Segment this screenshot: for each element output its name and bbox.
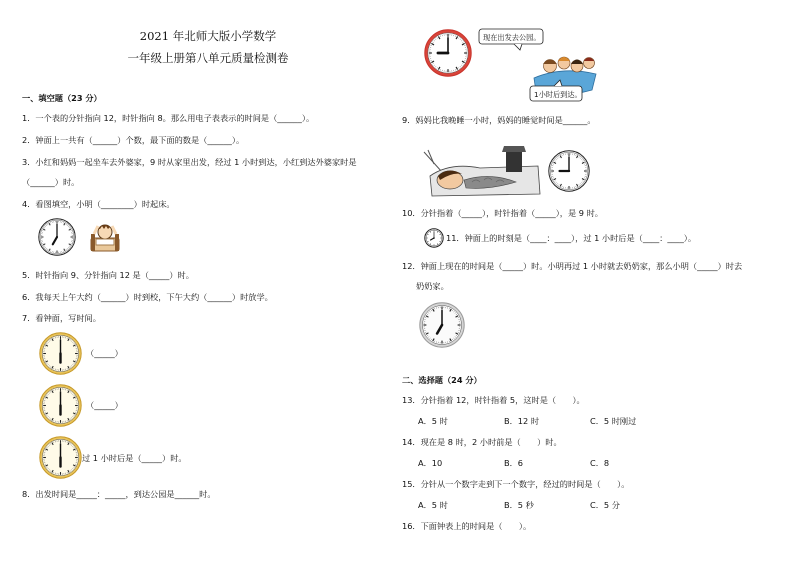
clock-q4	[38, 218, 76, 256]
question-12-line-1: 12．钟面上现在的时间是（_____）时。小明再过 1 小时就去奶奶家，那么小明（_____）时去	[402, 261, 743, 271]
question-13-option-a: A．5 时	[418, 416, 448, 426]
clock-q11	[424, 228, 444, 248]
question-13-option-b: B．12 时	[504, 416, 540, 426]
question-9: 9．妈妈比我晚睡一小时，妈妈的睡觉时间是______。	[402, 115, 596, 125]
clock-q8	[424, 29, 472, 77]
question-2: 2．钟面上一共有（______）个数，最下面的数是（______）。	[22, 135, 245, 145]
question-10: 10．分针指着（_____），时针指着（_____），是 9 时。	[402, 208, 603, 218]
question-14-option-b: B．6	[504, 458, 524, 468]
question-16: 16．下面钟表上的时间是（ ）。	[402, 521, 532, 531]
family-trip-scene	[474, 26, 600, 104]
question-13: 13．分针指着 12，时针指着 5，这时是（ ）。	[402, 395, 585, 405]
sleeping-child-image	[420, 142, 544, 200]
question-8: 8．出发时间是_____：_____，到达公园是______时。	[22, 489, 216, 499]
clock-q7-a	[39, 332, 82, 375]
question-3-line-2: （______）时。	[22, 177, 80, 187]
clock-q7-c	[39, 436, 82, 479]
section-fill-blank-heading: 一、填空题（23 分）	[22, 93, 102, 103]
question-6: 6．我每天上午大约（______）时到校，下午大约（______）时放学。	[22, 292, 273, 302]
question-7: 7．看钟面，写时间。	[22, 313, 101, 323]
question-15-option-c: C．5 分	[590, 500, 620, 510]
question-15-option-a: A．5 时	[418, 500, 448, 510]
question-12-line-2: 奶奶家。	[416, 281, 449, 291]
clock-q12	[419, 302, 465, 348]
question-5: 5．时针指向 9、分针指向 12 是（_____）时。	[22, 270, 194, 280]
page-subtitle: 一年级上册第八单元质量检测卷	[127, 51, 289, 65]
question-7-blank-b: （_____）	[86, 400, 123, 410]
question-4: 4．看图填空，小明（________）时起床。	[22, 199, 175, 209]
clock-q7-b	[39, 384, 82, 427]
page-title: 2021 年北师大版小学数学	[139, 29, 277, 43]
question-7-blank-c: 过 1 小时后是（_____）时。	[82, 453, 187, 463]
speech-bubble-top: 现在出发去公园。	[483, 33, 541, 42]
question-13-option-c: C．5 时刚过	[590, 416, 637, 426]
question-15-option-b: B．5 秒	[504, 500, 534, 510]
question-3-line-1: 3．小红和妈妈一起坐车去外婆家，9 时从家里出发，经过 1 小时到达，小红到达外婆家时是	[22, 157, 357, 167]
question-14: 14．现在是 8 时，2 小时前是（ ）时。	[402, 437, 562, 447]
question-7-blank-a: （_____）	[86, 348, 123, 358]
boy-waking-up-image	[88, 220, 122, 254]
clock-q9	[548, 150, 590, 192]
question-1: 1．一个表的分针指向 12，时针指向 8。那么用电子表表示的时间是（______）。	[22, 113, 315, 123]
section-choice-heading: 二、选择题（24 分）	[402, 375, 482, 385]
question-14-option-c: C．8	[590, 458, 610, 468]
speech-bubble-bottom: 1小时后到达。	[534, 90, 582, 99]
question-14-option-a: A．10	[418, 458, 443, 468]
question-15: 15．分针从一个数字走到下一个数字，经过的时间是（ ）。	[402, 479, 630, 489]
question-11: 11．钟面上的时刻是（____：____），过 1 小时后是（____：____）。	[446, 233, 697, 243]
